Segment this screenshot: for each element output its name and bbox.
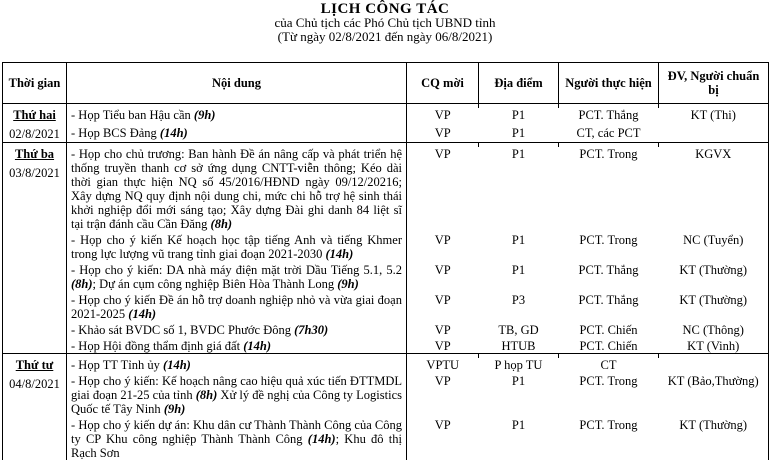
item-preparer: KGVX: [659, 147, 769, 231]
table-row: [3, 337, 769, 354]
item-inviter: VP: [434, 125, 451, 140]
item-executor: PCT. Chiến: [579, 339, 638, 353]
item-text: - Khảo sát BVDC số 1, BVDC Phước Đông: [71, 323, 295, 337]
item-time: (14h): [159, 125, 188, 140]
item-executor: PCT. Chiến: [579, 323, 638, 337]
item-time: (8h): [71, 277, 93, 291]
item-location: P1: [511, 125, 526, 140]
schedule-table: [2, 62, 769, 460]
item-executor: PCT. Thắng: [578, 293, 639, 307]
item-content: [67, 416, 407, 460]
item-inviter: VP: [434, 108, 451, 122]
item-preparer: NC (Tuyển): [659, 231, 769, 261]
item-inviter: VP: [434, 147, 451, 161]
item-time: (9h): [193, 108, 216, 122]
item-content: [67, 108, 407, 124]
item-location: TB, GD: [498, 323, 539, 337]
table-row: [3, 291, 769, 321]
day-cell: [3, 358, 67, 460]
item-time: (14h): [163, 358, 191, 372]
item-inviter: VPTU: [426, 358, 460, 372]
item-text: - Họp TT Tỉnh ủy: [71, 358, 164, 372]
table-header-row: [3, 63, 769, 104]
table-row: [3, 147, 769, 231]
item-time: (14h): [307, 432, 336, 446]
day-name: Thứ tư: [15, 358, 54, 372]
item-preparer: [659, 358, 769, 372]
item-content: [67, 358, 407, 372]
item-executor: PCT. Thắng: [578, 263, 639, 277]
item-preparer: KT (Thi): [659, 108, 769, 124]
item-executor: CT: [600, 358, 617, 372]
item-location: HTUB: [501, 339, 536, 353]
table-row: [3, 321, 769, 337]
item-time: (14h): [128, 307, 157, 321]
item-location: P1: [511, 263, 526, 277]
item-time: (8h): [210, 217, 233, 231]
item-text: - Họp Hội đồng thẩm định giá đất: [71, 339, 244, 353]
item-location: P1: [511, 418, 526, 432]
item-inviter: VP: [434, 263, 451, 277]
item-inviter: VP: [434, 418, 451, 432]
day-name: Thứ ba: [14, 147, 55, 161]
item-executor: PCT. Trong: [579, 374, 638, 388]
table-row: [3, 358, 769, 372]
item-inviter: VP: [434, 323, 451, 337]
item-inviter: VP: [434, 233, 451, 247]
item-text: - Họp cho ý kiến Đề án hỗ trợ doanh nghiệp nhỏ và vừa giai đoạn 2021-2025: [71, 293, 402, 321]
day-cell: [3, 108, 67, 143]
col-header-preparer: ĐV, Người chuẩn bị: [659, 63, 769, 104]
item-content: [67, 337, 407, 354]
item-text: - Họp BCS Đảng: [71, 125, 160, 140]
item-executor: PCT. Trong: [579, 418, 638, 432]
col-header-content: Nội dung: [67, 63, 407, 104]
item-preparer: KT (Vinh): [659, 337, 769, 354]
item-preparer: KT (Thường): [659, 291, 769, 321]
item-inviter: VP: [434, 293, 451, 307]
item-inviter: VP: [434, 339, 451, 353]
item-text: - Họp cho ý kiến Kế hoạch học tập tiếng Anh và tiếng Khmer trong lực lượng vũ trang tỉnh giai đoạn 2021-2030: [71, 233, 402, 261]
day-date: 02/8/2021: [9, 127, 60, 141]
item-text-tail: ; Dự án cụm công nghiệp Biên Hòa Thành Long: [92, 277, 338, 291]
item-content: [67, 231, 407, 261]
item-time: (14h): [243, 339, 271, 353]
col-header-time: Thời gian: [3, 63, 67, 104]
document-subtitle: của Chủ tịch các Phó Chủ tịch UBND tỉnh: [274, 15, 496, 30]
table-row: [3, 231, 769, 261]
item-time: (7h30): [294, 323, 329, 337]
item-content: [67, 261, 407, 291]
item-executor: CT, các PCT: [576, 125, 641, 140]
day-name: Thứ hai: [13, 108, 56, 122]
item-content: [67, 372, 407, 416]
item-inviter: VP: [434, 374, 451, 388]
item-time-2: (9h): [337, 277, 359, 291]
item-location: P1: [511, 233, 526, 247]
table-row: [3, 261, 769, 291]
item-executor: PCT. Trong: [579, 147, 638, 161]
item-executor: PCT. Thắng: [578, 108, 639, 122]
document-title: LỊCH CÔNG TÁC: [320, 1, 450, 17]
item-text: - Họp cho chủ trương: Ban hành Đề án nâng cấp và phát triển hệ thống truyền thanh cơ sở ứng dụng CNTT-viễn thông; Kéo dài thời gian thực hiện NQ số 45/2016/HĐND ngày 09/12/20216; Xây dựng NQ quy định nội dung chi, mức chi hỗ trợ hệ sinh thái khởi nghiệp đổi mới sáng tạo; Xây dựng Đài ghi danh 84 liệt sĩ tại trận đánh cầu Cần Đăng: [71, 147, 402, 231]
item-location: P1: [511, 108, 526, 122]
item-text: - Họp cho ý kiến: Kế hoạch nâng cao hiệu quả xúc tiến ĐTTMDL giai đoạn 21-25 của tỉnh: [71, 374, 402, 402]
item-content: [67, 321, 407, 337]
col-header-location: Địa điểm: [479, 63, 559, 104]
item-text: - Họp cho ý kiến dự án: Khu dân cư Thành Thành Công của Công ty CP Khu công nghiệp Thành Thành Công: [71, 418, 402, 446]
day-date: 04/8/2021: [9, 377, 60, 391]
date-range: (Từ ngày 02/8/2021 đến ngày 06/8/2021): [277, 29, 493, 44]
item-time-2: (9h): [163, 402, 186, 416]
day-cell: [3, 147, 67, 354]
document-header: [0, 0, 770, 44]
table-row: [3, 124, 769, 143]
item-preparer: NC (Thông): [659, 321, 769, 337]
item-location: P1: [511, 147, 526, 161]
item-content: [67, 147, 407, 231]
item-preparer: KT (Thường): [659, 416, 769, 460]
item-time: (14h): [325, 247, 354, 261]
item-text-tail: Xử lý đề nghị của Công ty Logistics Quốc tế Tây Ninh: [71, 388, 402, 416]
item-preparer: [659, 124, 769, 143]
item-preparer: KT (Thường): [659, 261, 769, 291]
item-content: [67, 124, 407, 143]
item-time: (8h): [195, 388, 218, 402]
item-text: - Họp cho ý kiến: DA nhà máy điện mặt trời Dầu Tiếng 5.1, 5.2: [71, 263, 402, 277]
item-preparer: KT (Bảo,Thường): [659, 372, 769, 416]
table-row: [3, 372, 769, 416]
item-executor: PCT. Trong: [579, 233, 638, 247]
schedule-body: [3, 104, 769, 461]
item-text-tail: ; Khu đô thị Rạch Sơn: [71, 432, 402, 460]
table-row: [3, 416, 769, 460]
item-content: [67, 291, 407, 321]
day-date: 03/8/2021: [9, 166, 60, 180]
table-row: [3, 108, 769, 124]
col-header-inviter: CQ mời: [407, 63, 479, 104]
col-header-executor: Người thực hiện: [559, 63, 659, 104]
item-location: P họp TU: [494, 358, 543, 372]
item-location: P1: [511, 374, 526, 388]
item-location: P3: [511, 293, 526, 307]
item-text: - Họp Tiểu ban Hậu cần: [71, 108, 194, 122]
